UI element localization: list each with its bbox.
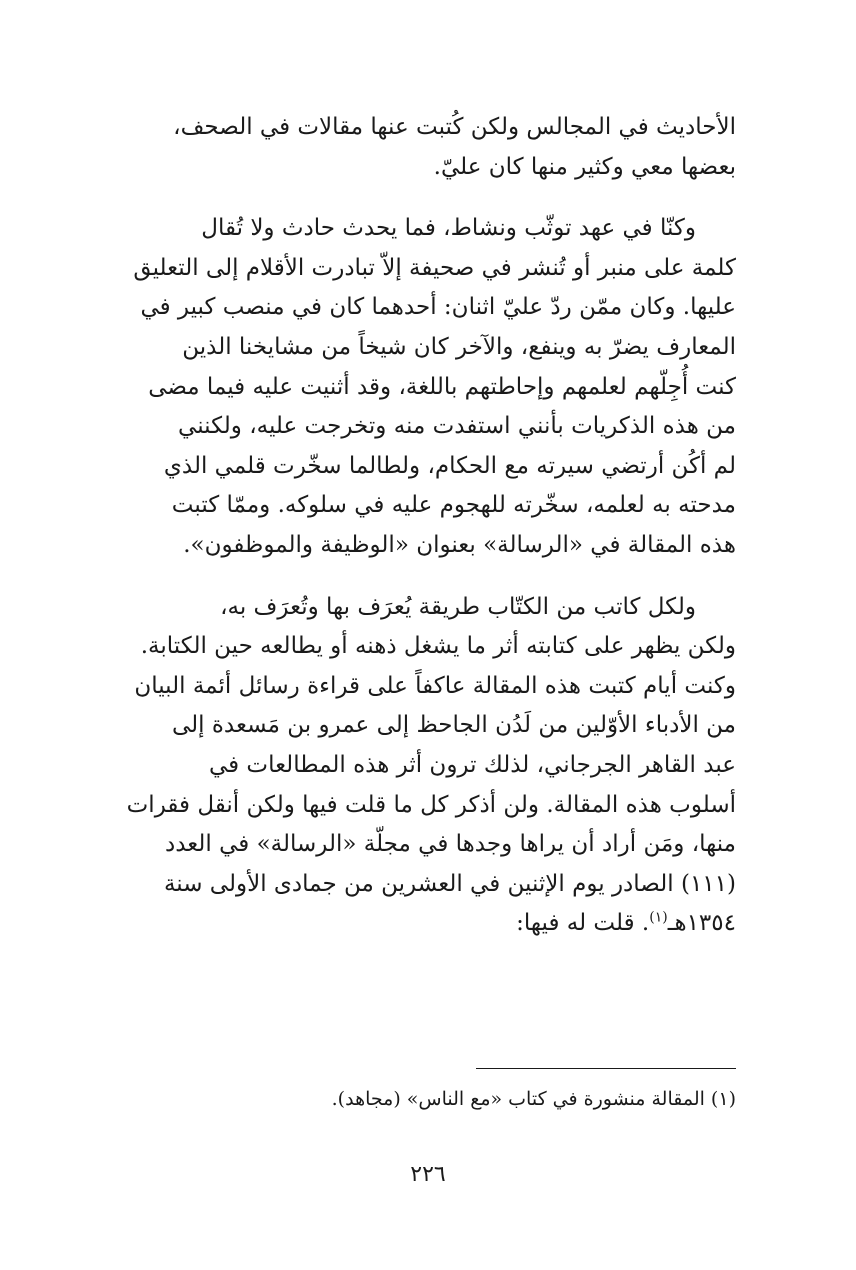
text-line: كلمة على منبر أو تُنشر في صحيفة إلاّ تبادرت الأقلام إلى التعليق [133,254,736,281]
paragraph-1 [120,108,736,187]
footnote-divider [476,1068,736,1069]
text-line: عليها. وكان ممّن ردّ عليّ اثنان: أحدهما كان في منصب كبير في [140,294,736,321]
text-line: كنت أُجِلّهم لعلمهم وإحاطتهم باللغة، وقد أثنيت عليه فيما مضى [148,373,736,400]
paragraph-3 [120,588,736,944]
text-line: ولكن يظهر على كتابته أثر ما يشغل ذهنه أو يطالعه حين الكتابة. [140,633,736,660]
text-line: الأحاديث في المجالس ولكن كُتبت عنها مقالات في الصحف، [173,114,736,140]
footnote-text: (١) المقالة منشورة في كتاب «مع الناس» (مجاهد). [331,1088,736,1110]
text-line: مدحته به لعلمه، سخّرته للهجوم عليه في سلوكه. وممّا كتبت [171,492,736,519]
text-line-last [120,904,736,944]
text-fragment: . قلت له فيها: [516,910,650,937]
text-line: هذه المقالة في «الرسالة» بعنوان «الوظيفة والموظفون». [183,531,736,558]
text-line: أسلوب هذه المقالة. ولن أذكر كل ما قلت فيها ولكن أنقل فقرات [126,791,736,818]
body-text [120,108,736,944]
text-line: (١١١) الصادر يوم الإثنين في العشرين من جمادى الأولى سنة [163,870,736,897]
text-line: من الأدباء الأوّلين من لَدُن الجاحظ إلى عمرو بن مَسعدة إلى [171,712,736,739]
paragraph-2 [120,209,736,565]
text-line: ولكل كاتب من الكتّاب طريقة يُعرَف بها وتُعرَف به، [220,593,696,620]
text-line: عبد القاهر الجرجاني، لذلك ترون أثر هذه المطالعات في [208,751,736,778]
text-line: المعارف يضرّ به وينفع، والآخر كان شيخاً من مشايخنا الذين [182,333,736,360]
hijri-year: ١٣٥٤هـ [667,910,736,937]
text-line: من هذه الذكريات بأنني استفدت منه وتخرجت عليه، ولكنني [178,413,736,440]
footnote-reference[interactable]: (١) [649,909,668,926]
page-number: ٢٢٦ [410,1162,446,1187]
text-line: وكنّا في عهد توثّب ونشاط، فما يحدث حادث ولا تُقال [201,215,696,242]
text-line: لم أكُن أرتضي سيرته مع الحكام، ولطالما سخّرت قلمي الذي [163,452,736,479]
text-line: منها، ومَن أراد أن يراها وجدها في مجلّة «الرسالة» في العدد [164,831,736,858]
text-line: بعضها معي وكثير منها كان عليّ. [433,153,736,180]
text-line: وكنت أيام كتبت هذه المقالة عاكفاً على قراءة رسائل أئمة البيان [134,672,736,699]
